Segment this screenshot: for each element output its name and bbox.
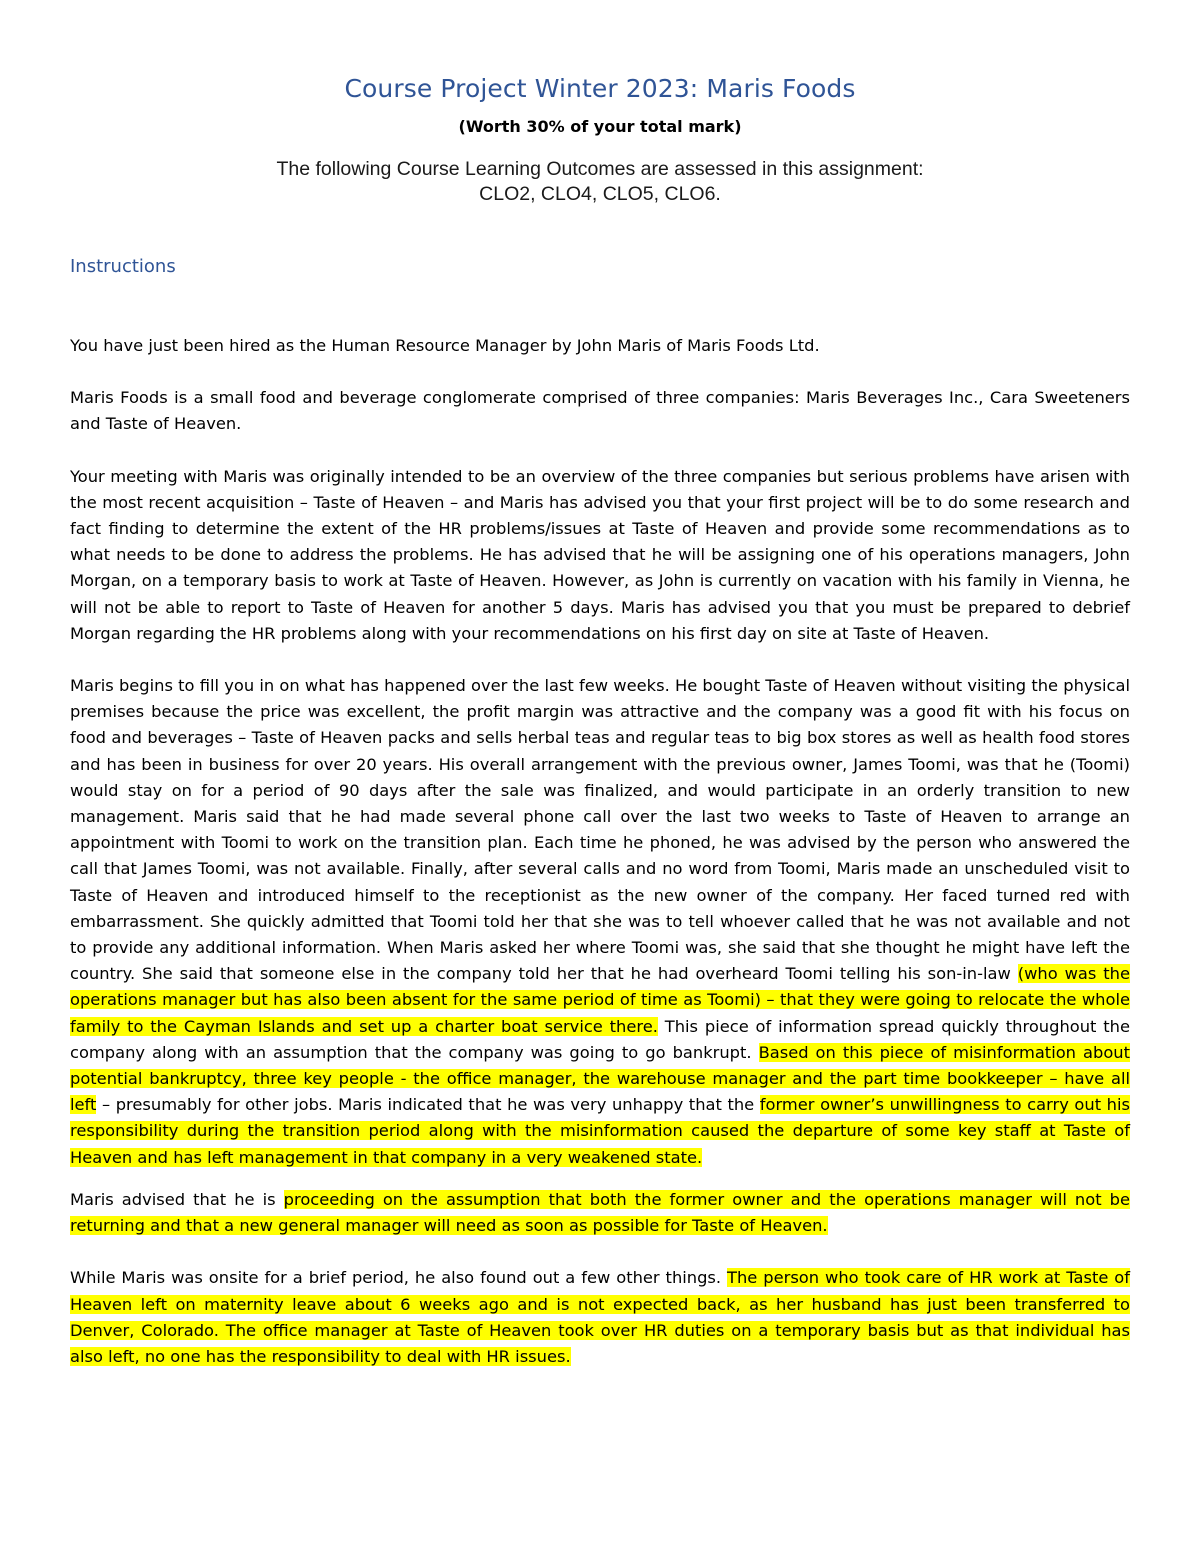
document-subtitle: (Worth 30% of your total mark)	[458, 117, 742, 136]
paragraph	[70, 673, 1130, 1171]
highlighted-text: The person who took care of HR work at Taste of Heaven left on maternity leave about 6 weeks ago and is not expected back, as her husband has just been transferred to Denver, Colorado	[70, 1268, 1130, 1340]
instructions-body	[70, 333, 1130, 1396]
paragraph	[70, 333, 1130, 359]
paragraph	[70, 385, 1130, 437]
text-segment: Maris Foods is a small food and beverage conglomerate comprised of three companies: Maris Beverages Inc., Cara Sweeteners and Taste of Heaven.	[70, 388, 1130, 434]
text-segment: This piece of information spread quickly throughout the company along with an assumption that the company was going to go bankrupt.	[70, 1016, 1130, 1062]
text-segment: – presumably for other jobs. Maris indicated that he was very unhappy that the	[96, 1095, 760, 1115]
learning-outcomes	[0, 157, 1200, 207]
highlighted-text: proceeding on the assumption that both the former owner and the operations manager will not be returning and that a new general manager will need as soon as possible for Taste of Heaven.	[70, 1189, 1130, 1236]
document-title: Course Project Winter 2023: Maris Foods	[344, 74, 856, 103]
highlighted-text: former owner’s unwillingness to carry out his responsibility during the transition period along with the misinformation caused the departure of some key staff at Taste of Heaven and has left management in that company in a very weakened state.	[70, 1095, 1131, 1167]
paragraph	[70, 1187, 1130, 1239]
section-heading: Instructions	[70, 256, 176, 277]
highlighted-text: (who was the operations manager but has also been absent for the same period of time as Toomi) – that they were going to relocate the whole family to the Cayman Islands and set up a charter boat service there.	[70, 964, 1131, 1036]
highlighted-text: . The office manager at Taste of Heaven took over HR duties on a temporary basis but as that individual has also left, no one has the responsibility to deal with HR issues.	[70, 1320, 1130, 1366]
highlighted-text: Based on this piece of misinformation about potential bankruptcy, three key people - the office manager, the warehouse manager and the part time bookkeeper – have all left	[70, 1042, 1130, 1115]
text-segment: Maris advised that he is	[70, 1189, 284, 1209]
learning-outcomes-list: CLO2, CLO4, CLO5, CLO6.	[479, 183, 721, 205]
text-segment: Maris begins to fill you in on what has happened over the last few weeks. He bought Taste of Heaven without visiting the physical premises because the price was excellent, the profit margin was attractive and the company was a good fit with his focus on food and beverages – Taste of Heaven packs and sells herbal teas and regular teas to big box stores as well as health food stores and has been in business for over 20 years. His overall arrangement with the previous owner, James Toomi, was that he (Toomi) would stay on for a period of 90 days after the sale was finalized, and would participate in an orderly transition to new management. Maris said that he had made several phone call over the last two weeks to Taste of Heaven to arrange an appointment with Toomi to work on the transition plan. Each time he phoned, he was advised by the person who answered the call that James Toomi, was not available. Finally, after several calls and no word from Toomi, Maris made an unscheduled visit to Taste of Heaven and introduced himself to the receptionist as the new owner of the company. Her faced turned red with embarrassment. She quickly admitted that Toomi told her that she was to tell whoever called that he was not available and not to provide any additional information. When Maris asked her where Toomi was, she said that she thought he might have left the country. She said that someone else in the company told her that he had overheard Toomi telling his son-in-law	[70, 676, 1130, 984]
paragraph	[70, 464, 1130, 647]
learning-outcomes-intro: The following Course Learning Outcomes are assessed in this assignment:	[276, 158, 924, 180]
paragraph	[70, 1265, 1130, 1370]
text-segment: While Maris was onsite for a brief period, he also found out a few other things.	[70, 1268, 728, 1288]
text-segment: Your meeting with Maris was originally intended to be an overview of the three companies but serious problems have arisen with the most recent acquisition – Taste of Heaven – and Maris has advised you that your first project will be to do some research and fact finding to determine the extent of the HR problems/issues at Taste of Heaven and provide some recommendations as to what needs to be done to address the problems. He has advised that he will be assigning one of his operations managers, John Morgan, on a temporary basis to work at Taste of Heaven. However, as John is currently on vacation with his family in Vienna, he will not be able to report to Taste of Heaven for another 5 days. Maris has advised you that you must be prepared to debrief Morgan regarding the HR problems along with your recommendations on his first day on site at Taste of Heaven.	[70, 466, 1130, 643]
text-segment: You have just been hired as the Human Resource Manager by John Maris of Maris Foods Ltd.	[70, 336, 820, 355]
